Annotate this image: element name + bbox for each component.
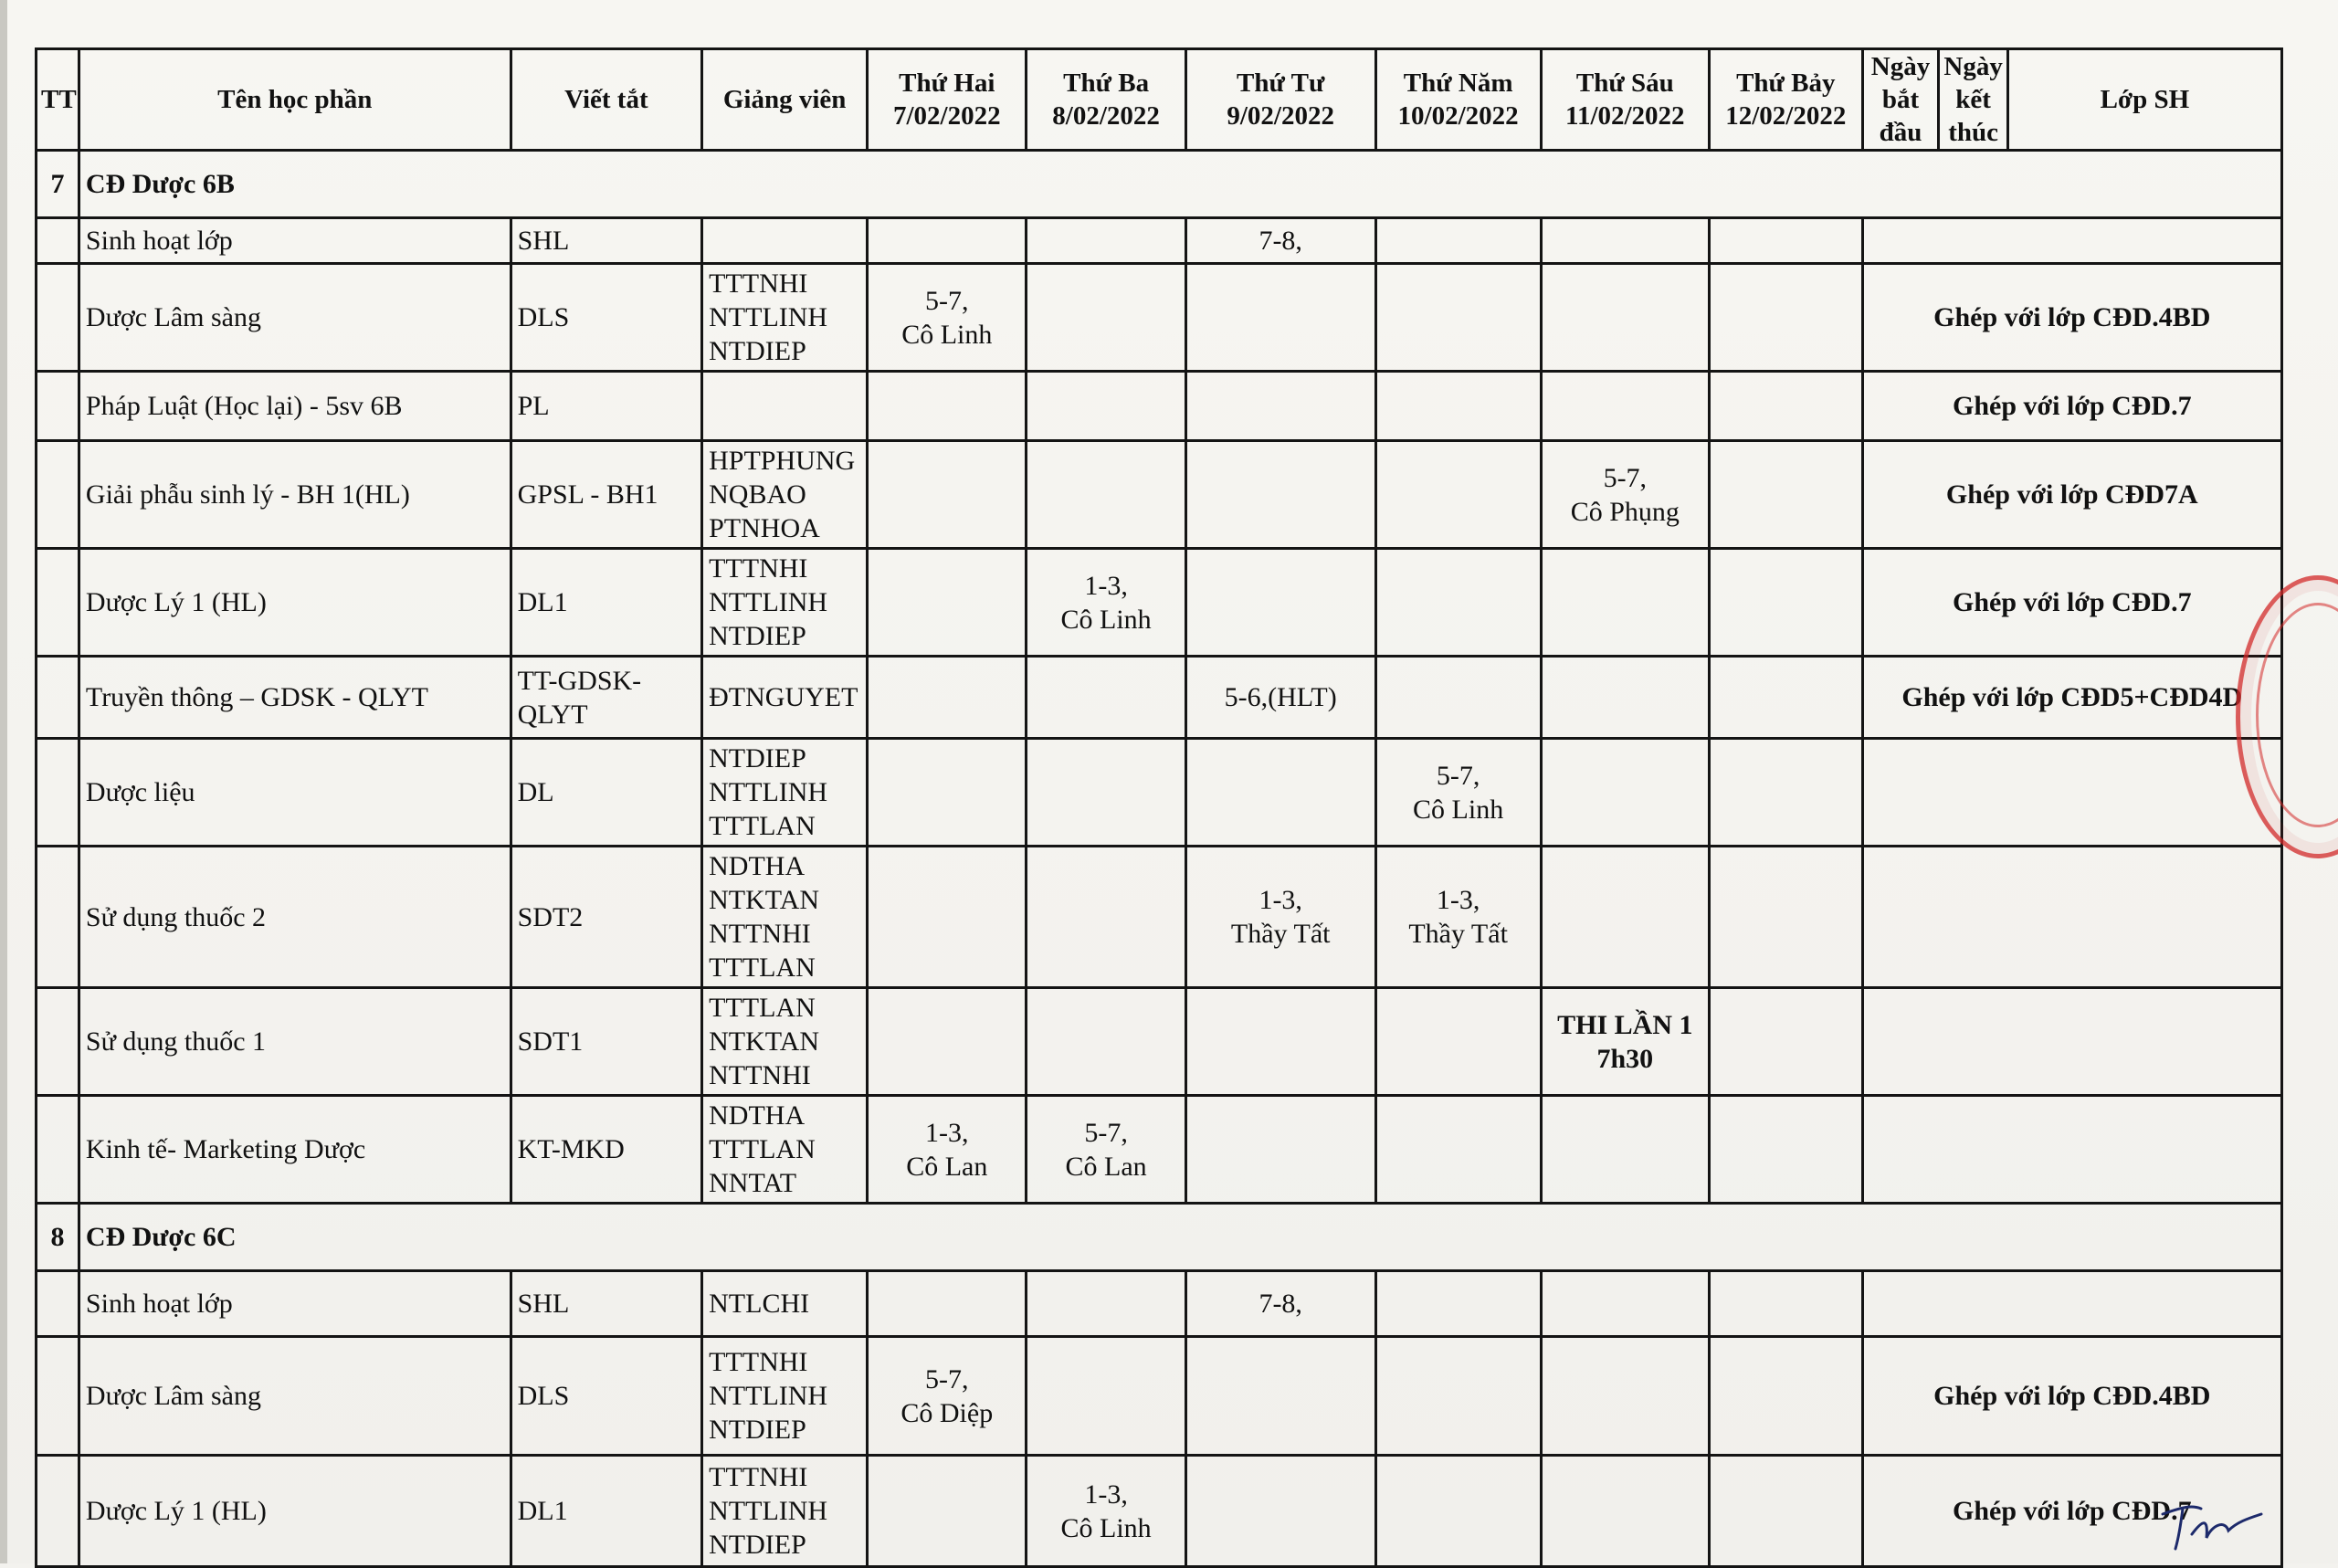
lecturer-code: NTDIEP — [709, 336, 806, 366]
lecturer-code: PTNHOA — [709, 513, 820, 543]
header-day-mon: Thứ Hai 7/02/2022 — [868, 49, 1027, 151]
day-slot — [1375, 441, 1541, 549]
course-abbr: GPSL - BH1 — [511, 441, 702, 549]
day-slot — [1541, 1271, 1709, 1337]
day-slot — [868, 988, 1027, 1096]
header-tt: TT — [37, 49, 79, 151]
row-tt-cell — [37, 657, 79, 739]
group-number: 8 — [37, 1204, 79, 1271]
course-abbr: SHL — [511, 218, 702, 264]
row-tt-cell — [37, 549, 79, 657]
day-slot — [1541, 739, 1709, 847]
lecturer-list — [702, 372, 868, 441]
lecturer-code: NTDIEP — [709, 1530, 806, 1560]
day-slot: 5-7, Cô Diệp — [868, 1337, 1027, 1456]
lecturer-code: NDTHA — [709, 851, 806, 881]
header-row — [37, 49, 2282, 151]
lecturer-code: TTTLAN — [709, 993, 816, 1023]
course-abbr: DL1 — [511, 1456, 702, 1567]
day-slot — [1375, 1271, 1541, 1337]
day-slot — [868, 657, 1027, 739]
day-slot: THI LẦN 1 7h30 — [1541, 988, 1709, 1096]
lecturer-list — [702, 1096, 868, 1204]
row-tt-cell — [37, 847, 79, 988]
day-slot — [1027, 847, 1185, 988]
lecturer-code: NTTLINH — [709, 587, 828, 617]
day-slot — [1185, 988, 1375, 1096]
group-title: CĐ Dược 6C — [79, 1204, 2281, 1271]
day-slot — [1185, 264, 1375, 372]
lecturer-code: NTDIEP — [709, 621, 806, 651]
class-note — [1862, 1096, 2281, 1204]
course-name: Sử dụng thuốc 2 — [79, 847, 511, 988]
day-slot — [1541, 1337, 1709, 1456]
row-tt-cell — [37, 739, 79, 847]
course-row — [37, 1337, 2282, 1456]
day-slot — [1027, 1337, 1185, 1456]
day-slot — [1185, 372, 1375, 441]
day-slot: 7-8, — [1185, 1271, 1375, 1337]
header-day-tue: Thứ Ba 8/02/2022 — [1027, 49, 1185, 151]
day-slot — [1710, 218, 1863, 264]
day-slot: 7-8, — [1185, 218, 1375, 264]
course-row — [37, 739, 2282, 847]
lecturer-code: TTTLAN — [709, 1134, 816, 1164]
handwritten-signature — [2155, 1498, 2265, 1552]
day-slot — [1375, 988, 1541, 1096]
lecturer-code: NTLCHI — [709, 1289, 810, 1319]
class-note: Ghép với lớp CĐD.4BD — [1862, 1337, 2281, 1456]
day-slot — [1541, 1456, 1709, 1567]
day-slot — [1185, 1337, 1375, 1456]
day-slot — [1185, 739, 1375, 847]
lecturer-list — [702, 1337, 868, 1456]
day-slot: 5-7, Cô Linh — [868, 264, 1027, 372]
course-name: Sinh hoạt lớp — [79, 218, 511, 264]
day-slot — [1027, 441, 1185, 549]
course-row — [37, 264, 2282, 372]
day-slot — [1710, 264, 1863, 372]
course-name: Kinh tế- Marketing Dược — [79, 1096, 511, 1204]
header-day-thu: Thứ Năm 10/02/2022 — [1375, 49, 1541, 151]
day-slot — [1710, 657, 1863, 739]
day-slot: 1-3, Cô Lan — [868, 1096, 1027, 1204]
header-lecturer: Giảng viên — [702, 49, 868, 151]
day-slot — [1375, 218, 1541, 264]
lecturer-code: NDTHA — [709, 1100, 806, 1131]
lecturer-code: TTTNHI — [709, 1347, 808, 1377]
course-name: Dược liệu — [79, 739, 511, 847]
lecturer-list — [702, 1271, 868, 1337]
row-tt-cell — [37, 1271, 79, 1337]
day-slot — [1027, 372, 1185, 441]
course-abbr: DLS — [511, 264, 702, 372]
group-header-row — [37, 151, 2282, 218]
header-day-sat: Thứ Bảy 12/02/2022 — [1710, 49, 1863, 151]
class-note: Ghép với lớp CĐD.4BD — [1862, 264, 2281, 372]
lecturer-list — [702, 549, 868, 657]
course-name: Pháp Luật (Học lại) - 5sv 6B — [79, 372, 511, 441]
lecturer-code: TTTLAN — [709, 811, 816, 841]
lecturer-code: HPTPHUNG — [709, 446, 856, 476]
course-abbr: KT-MKD — [511, 1096, 702, 1204]
page-edge-shadow — [0, 0, 7, 1563]
course-name: Truyền thông – GDSK - QLYT — [79, 657, 511, 739]
day-slot — [1375, 372, 1541, 441]
row-tt-cell — [37, 988, 79, 1096]
row-tt-cell — [37, 264, 79, 372]
class-note: Ghép với lớp CĐD.7 — [1862, 1456, 2281, 1567]
day-slot — [868, 549, 1027, 657]
lecturer-code: NTTNHI — [709, 919, 811, 949]
course-name: Dược Lâm sàng — [79, 1337, 511, 1456]
lecturer-list — [702, 1456, 868, 1567]
day-slot — [1710, 441, 1863, 549]
class-note — [1862, 988, 2281, 1096]
header-class: Lớp SH — [2007, 49, 2281, 151]
group-title: CĐ Dược 6B — [79, 151, 2281, 218]
lecturer-code: NNTAT — [709, 1168, 797, 1198]
day-slot — [1185, 1456, 1375, 1567]
day-slot — [868, 441, 1027, 549]
day-slot — [1710, 1456, 1863, 1567]
day-slot — [1027, 218, 1185, 264]
day-slot — [1541, 847, 1709, 988]
header-course: Tên học phần — [79, 49, 511, 151]
course-row — [37, 847, 2282, 988]
day-slot — [1710, 1337, 1863, 1456]
day-slot — [1541, 657, 1709, 739]
day-slot: 5-6,(HLT) — [1185, 657, 1375, 739]
day-slot — [1710, 988, 1863, 1096]
day-slot — [1375, 1456, 1541, 1567]
row-tt-cell — [37, 1337, 79, 1456]
lecturer-list — [702, 988, 868, 1096]
day-slot — [1375, 1096, 1541, 1204]
lecturer-code: NQBAO — [709, 479, 806, 510]
day-slot — [868, 372, 1027, 441]
course-row — [37, 218, 2282, 264]
lecturer-code: TTTNHI — [709, 553, 808, 584]
header-abbr: Viết tắt — [511, 49, 702, 151]
header-day-wed: Thứ Tư 9/02/2022 — [1185, 49, 1375, 151]
course-name: Dược Lý 1 (HL) — [79, 549, 511, 657]
course-abbr: SDT1 — [511, 988, 702, 1096]
header-end-date: Ngày kết thúc — [1939, 49, 2007, 151]
lecturer-code: NTTLINH — [709, 1496, 828, 1526]
day-slot — [868, 847, 1027, 988]
lecturer-code: ĐTNGUYET — [709, 682, 858, 712]
day-slot: 1-3, Thầy Tất — [1185, 847, 1375, 988]
class-note — [1862, 218, 2281, 264]
course-row — [37, 372, 2282, 441]
day-slot — [1710, 739, 1863, 847]
day-slot — [868, 218, 1027, 264]
row-tt-cell — [37, 1456, 79, 1567]
course-row — [37, 1096, 2282, 1204]
lecturer-list — [702, 847, 868, 988]
lecturer-code: NTTNHI — [709, 1060, 811, 1090]
course-row — [37, 549, 2282, 657]
lecturer-list — [702, 657, 868, 739]
class-note — [1862, 847, 2281, 988]
lecturer-list — [702, 218, 868, 264]
row-tt-cell — [37, 441, 79, 549]
day-slot — [1185, 1096, 1375, 1204]
course-name: Sinh hoạt lớp — [79, 1271, 511, 1337]
day-slot — [1027, 988, 1185, 1096]
day-slot — [868, 739, 1027, 847]
group-number: 7 — [37, 151, 79, 218]
course-row — [37, 1456, 2282, 1567]
day-slot — [1375, 1337, 1541, 1456]
course-row — [37, 657, 2282, 739]
day-slot — [1541, 264, 1709, 372]
course-row — [37, 1271, 2282, 1337]
class-note — [1862, 739, 2281, 847]
lecturer-list — [702, 264, 868, 372]
day-slot: 5-7, Cô Lan — [1027, 1096, 1185, 1204]
course-abbr: DL1 — [511, 549, 702, 657]
class-note — [1862, 1271, 2281, 1337]
day-slot — [1710, 1096, 1863, 1204]
class-note: Ghép với lớp CĐD.7 — [1862, 372, 2281, 441]
class-note: Ghép với lớp CĐD5+CĐD4D — [1862, 657, 2281, 739]
day-slot: 1-3, Cô Linh — [1027, 549, 1185, 657]
day-slot — [1710, 549, 1863, 657]
lecturer-list — [702, 441, 868, 549]
lecturer-code: TTTLAN — [709, 952, 816, 983]
course-name: Giải phẫu sinh lý - BH 1(HL) — [79, 441, 511, 549]
header-start-date: Ngày bắt đầu — [1862, 49, 1939, 151]
day-slot — [1541, 549, 1709, 657]
day-slot — [1541, 372, 1709, 441]
day-slot: 1-3, Thầy Tất — [1375, 847, 1541, 988]
day-slot — [1027, 739, 1185, 847]
course-name: Dược Lâm sàng — [79, 264, 511, 372]
day-slot: 1-3, Cô Linh — [1027, 1456, 1185, 1567]
row-tt-cell — [37, 218, 79, 264]
course-abbr: SDT2 — [511, 847, 702, 988]
lecturer-code: NTKTAN — [709, 1026, 820, 1057]
day-slot — [1027, 264, 1185, 372]
day-slot — [1027, 657, 1185, 739]
day-slot — [1375, 657, 1541, 739]
lecturer-list — [702, 739, 868, 847]
day-slot: 5-7, Cô Phụng — [1541, 441, 1709, 549]
day-slot — [1541, 1096, 1709, 1204]
group-header-row — [37, 1204, 2282, 1271]
course-row — [37, 441, 2282, 549]
class-note: Ghép với lớp CĐD7A — [1862, 441, 2281, 549]
course-name: Sử dụng thuốc 1 — [79, 988, 511, 1096]
day-slot — [1541, 218, 1709, 264]
course-abbr: DL — [511, 739, 702, 847]
day-slot — [1185, 549, 1375, 657]
lecturer-code: NTDIEP — [709, 1415, 806, 1445]
day-slot — [868, 1456, 1027, 1567]
schedule-table — [35, 47, 2283, 1568]
row-tt-cell — [37, 372, 79, 441]
day-slot — [1710, 847, 1863, 988]
row-tt-cell — [37, 1096, 79, 1204]
course-abbr: PL — [511, 372, 702, 441]
lecturer-code: NTDIEP — [709, 743, 806, 773]
lecturer-code: NTKTAN — [709, 885, 820, 915]
day-slot: 5-7, Cô Linh — [1375, 739, 1541, 847]
lecturer-code: NTTLINH — [709, 302, 828, 332]
day-slot — [1375, 264, 1541, 372]
course-name: Dược Lý 1 (HL) — [79, 1456, 511, 1567]
course-abbr: TT-GDSK- QLYT — [511, 657, 702, 739]
day-slot — [1710, 1271, 1863, 1337]
header-day-fri: Thứ Sáu 11/02/2022 — [1541, 49, 1709, 151]
lecturer-code: NTTLINH — [709, 777, 828, 807]
day-slot — [1710, 372, 1863, 441]
schedule-body — [37, 151, 2282, 1567]
day-slot — [1185, 441, 1375, 549]
lecturer-code: NTTLINH — [709, 1381, 828, 1411]
day-slot — [1375, 549, 1541, 657]
course-abbr: DLS — [511, 1337, 702, 1456]
lecturer-code: TTTNHI — [709, 1462, 808, 1492]
course-row — [37, 988, 2282, 1096]
day-slot — [868, 1271, 1027, 1337]
class-note: Ghép với lớp CĐD.7 — [1862, 549, 2281, 657]
lecturer-code: TTTNHI — [709, 268, 808, 299]
course-abbr: SHL — [511, 1271, 702, 1337]
day-slot — [1027, 1271, 1185, 1337]
